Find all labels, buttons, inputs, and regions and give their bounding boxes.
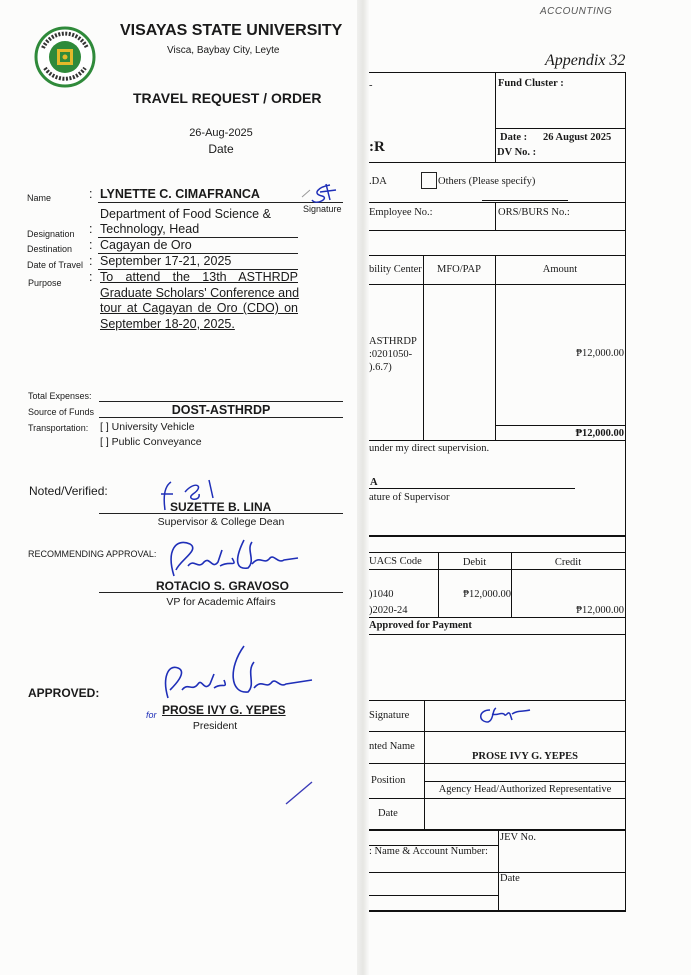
university-address: Visca, Baybay City, Leyte	[167, 45, 280, 56]
designation-label: Designation	[27, 229, 75, 239]
for-prefix: for	[146, 710, 157, 720]
supervisor-name-fragment: A	[370, 477, 378, 488]
voucher-date-label: Date :	[500, 132, 528, 143]
recommending-label: RECOMMENDING APPROVAL:	[28, 549, 157, 559]
signature-agency-head	[476, 704, 532, 726]
appendix-label: Appendix 32	[545, 52, 626, 69]
page-fold	[357, 0, 369, 975]
purpose-line: Graduate Scholars' Conference and	[100, 286, 300, 300]
name-value: LYNETTE C. CIMAFRANCA	[100, 187, 260, 201]
destination-value: Cagayan de Oro	[100, 238, 192, 252]
designation-line2: Technology, Head	[100, 222, 200, 236]
form-title: TRAVEL REQUEST / ORDER	[133, 90, 322, 106]
sig-row-position-value: Agency Head/Authorized Representative	[438, 784, 612, 795]
amount-value: ₱12,000.00	[576, 348, 624, 359]
noted-title: Supervisor & College Dean	[157, 516, 285, 528]
others-label: Others (Please specify)	[438, 176, 536, 187]
approved-name: PROSE IVY G. YEPES	[162, 703, 286, 717]
signature-label: Signature	[303, 204, 342, 214]
date-of-travel-label: Date of Travel	[27, 260, 84, 270]
bank-account-label: : Name & Account Number:	[369, 846, 488, 857]
destination-label: Destination	[27, 244, 73, 254]
purpose-line: To attend the 13th ASTHRDP	[100, 270, 298, 284]
particulars-line: ).6.7)	[369, 362, 392, 373]
certification-fragment: under my direct supervision.	[369, 443, 490, 454]
source-of-funds-value: DOST-ASTHRDP	[171, 403, 271, 417]
approved-label: APPROVED:	[28, 686, 100, 700]
employee-no-label: Employee No.:	[369, 207, 433, 218]
source-of-funds-label: Source of Funds	[28, 407, 95, 417]
sig-row-signature-label: Signature	[369, 710, 410, 721]
sig-row-printed-name-label: nted Name	[369, 741, 415, 752]
supervisor-signature-label: ature of Supervisor	[369, 492, 450, 503]
entry-debit: ₱12,000.00	[463, 589, 511, 600]
header-responsibility: bility Center	[369, 264, 422, 275]
particulars-line: ASTHRDP	[369, 336, 417, 347]
university-seal	[34, 26, 96, 88]
voucher-date-value: 26 August 2025	[543, 132, 612, 143]
date-of-travel-value: September 17-21, 2025	[100, 254, 232, 268]
form-date-label: Date	[208, 142, 234, 156]
entry-credit: ₱12,000.00	[576, 605, 624, 616]
handwritten-accounting-note: ACCOUNTING	[540, 6, 613, 17]
header-debit: Debit	[462, 557, 487, 568]
recommending-title: VP for Academic Affairs	[166, 596, 276, 608]
entry-uacs: )2020-24	[369, 605, 408, 616]
name-label: Name	[27, 193, 52, 203]
particulars-line: :0201050-	[369, 349, 413, 360]
approved-for-payment-label: Approved for Payment	[369, 620, 472, 631]
jev-date-label: Date	[500, 873, 520, 884]
entry-uacs: )1040	[369, 589, 394, 600]
sig-row-position-label: Position	[371, 775, 406, 786]
fund-cluster-label: Fund Cluster :	[498, 78, 564, 89]
header-credit: Credit	[554, 557, 582, 568]
approved-title: President	[192, 720, 238, 732]
signature-approved	[158, 638, 318, 702]
signature-recommending	[160, 530, 300, 580]
ors-burs-label: ORS/BURS No.:	[498, 207, 570, 218]
signature-noted	[155, 476, 235, 512]
university-name: VISAYAS STATE UNIVERSITY	[120, 22, 343, 39]
transport-public-conveyance[interactable]: [ ] Public Conveyance	[100, 436, 202, 448]
form-date: 26-Aug-2025	[189, 127, 253, 139]
sig-row-printed-name-value: PROSE IVY G. YEPES	[472, 751, 578, 762]
purpose-line: September 18-20, 2025.	[100, 317, 235, 331]
header-mfo: MFO/PAP	[437, 264, 481, 275]
header-uacs: UACS Code	[369, 556, 422, 567]
pen-mark	[284, 780, 314, 806]
noted-name: SUZETTE B. LINA	[170, 500, 272, 514]
noted-label: Noted/Verified:	[29, 484, 108, 498]
recommending-name: ROTACIO S. GRAVOSO	[156, 579, 289, 593]
dash-fragment: -	[369, 80, 373, 91]
designation-line1: Department of Food Science &	[100, 207, 271, 221]
transport-university-vehicle[interactable]: [ ] University Vehicle	[100, 421, 195, 433]
total-expenses-label: Total Expenses:	[28, 391, 92, 401]
signature-applicant	[300, 182, 340, 208]
others-checkbox[interactable]	[421, 172, 437, 189]
sig-row-date-label: Date	[378, 808, 398, 819]
header-amount: Amount	[542, 264, 578, 275]
mode-fragment: .DA	[369, 176, 387, 187]
dv-no-label: DV No. :	[497, 147, 537, 158]
jev-no-label: JEV No.	[500, 832, 536, 843]
transportation-label: Transportation:	[28, 423, 89, 433]
purpose-line: tour at Cagayan de Oro (CDO) on	[100, 301, 298, 315]
voucher-title-fragment: :R	[369, 139, 385, 155]
purpose-label: Purpose	[28, 278, 62, 288]
amount-total: ₱12,000.00	[575, 428, 624, 439]
